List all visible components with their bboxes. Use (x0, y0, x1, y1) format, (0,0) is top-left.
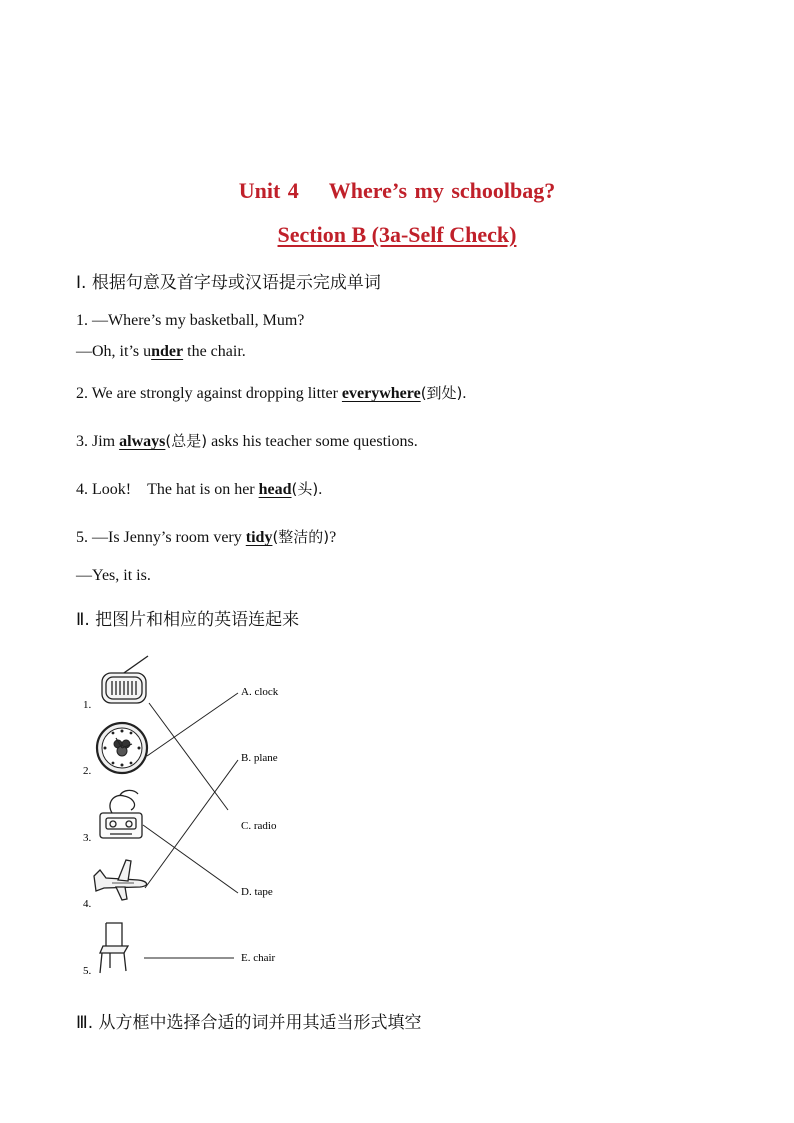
q2-pre: 2. We are strongly against dropping litter (76, 385, 342, 402)
q5-line (76, 526, 336, 547)
chair-icon (100, 923, 128, 973)
match-number-3: 3. (83, 832, 92, 844)
match-line-4-b (145, 760, 238, 888)
q5-hint: (整洁的) (272, 528, 330, 546)
match-line-1-c (149, 703, 228, 810)
q2-answer: everywhere (341, 385, 421, 402)
q1-line2 (76, 343, 246, 361)
q1-answer: nder (151, 343, 184, 360)
q5-pre: 5. —Is Jenny’s room very (76, 529, 246, 546)
q1-pre: —Oh, it’s u (76, 343, 152, 360)
q3-line (76, 430, 418, 451)
section-title: Section B (3a-Self Check) (277, 222, 517, 247)
q3-answer: always (119, 433, 166, 450)
match-lines (143, 693, 238, 958)
q1-line1: 1. —Where’s my basketball, Mum? (76, 312, 305, 329)
match-label-e: E. chair (241, 952, 276, 964)
q2-hint: (到处) (420, 384, 463, 402)
q4-hint: (头) (291, 480, 319, 498)
q5-reply: —Yes, it is. (76, 567, 151, 584)
q4-post: . (318, 481, 323, 498)
q1-post: the chair. (183, 343, 246, 360)
q3-pre: 3. Jim (76, 433, 120, 450)
match-number-1: 1. (83, 699, 92, 711)
clock-icon (97, 723, 147, 773)
match-number-5: 5. (83, 965, 92, 977)
part1-heading: Ⅰ. 根据句意及首字母或汉语提示完成单词 (76, 273, 381, 293)
radio-icon (102, 656, 148, 703)
q2-post: . (462, 385, 467, 402)
match-line-2-a (147, 693, 238, 756)
q4-answer: head (258, 481, 292, 498)
unit-title: Unit 4 Where’s my schoolbag? (238, 178, 556, 203)
q3-hint: (总是) (165, 432, 208, 450)
q4-line (76, 478, 322, 499)
plane-icon (94, 860, 147, 900)
part3-heading: Ⅲ. 从方框中选择合适的词并用其适当形式填空 (76, 1013, 422, 1033)
tape-icon (100, 790, 142, 838)
q3-post: asks his teacher some questions. (207, 433, 418, 450)
match-label-d: D. tape (241, 886, 273, 898)
match-number-2: 2. (83, 765, 92, 777)
q5-post: ? (329, 529, 337, 546)
q5-answer: tidy (245, 529, 273, 546)
part2-heading: Ⅱ. 把图片和相应的英语连起来 (76, 610, 300, 630)
matching-exercise (76, 648, 316, 983)
q4-pre: 4. Look! The hat is on her (76, 481, 259, 498)
match-label-c: C. radio (241, 820, 277, 832)
match-label-b: B. plane (241, 752, 278, 764)
match-label-a: A. clock (241, 686, 279, 698)
q2-line (76, 382, 466, 403)
match-line-3-d (143, 825, 238, 893)
match-number-4: 4. (83, 898, 92, 910)
